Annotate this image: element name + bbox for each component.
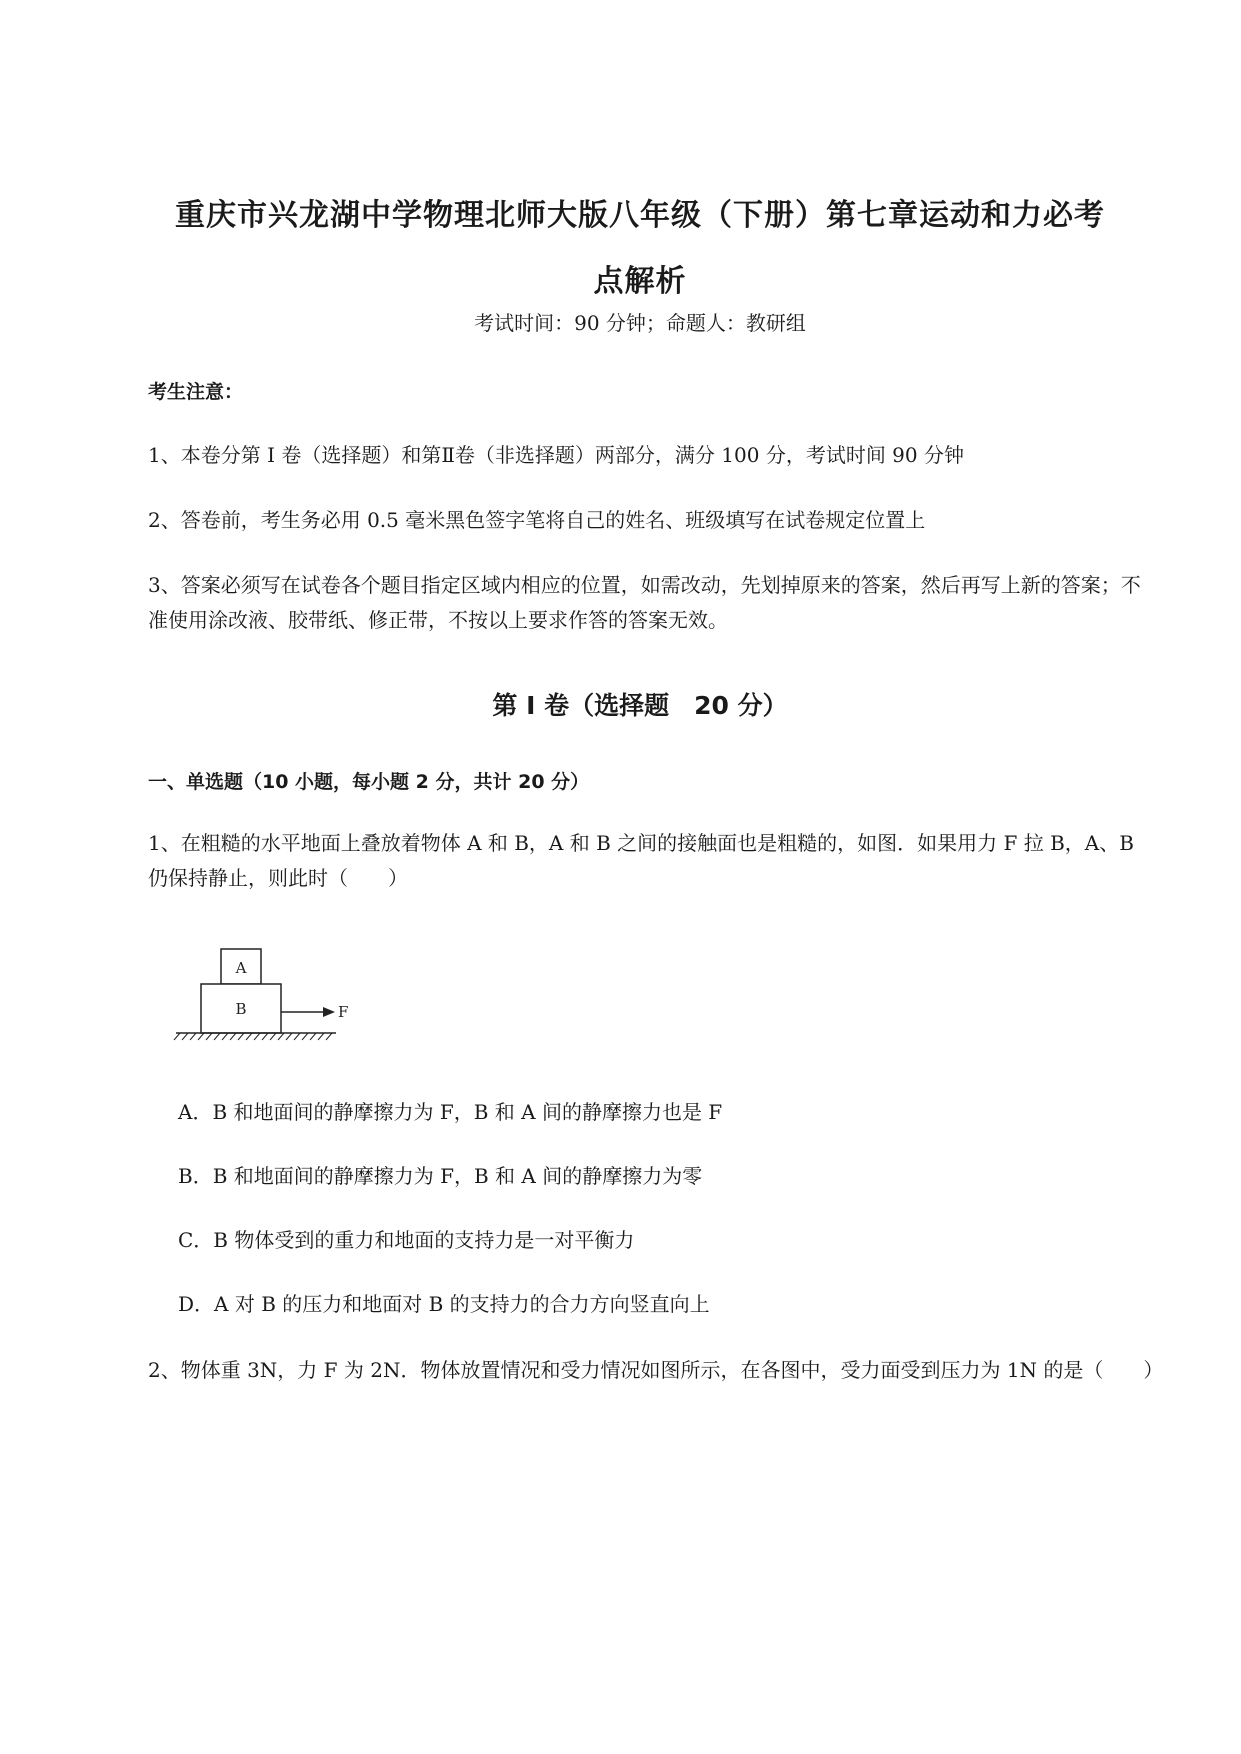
part-heading: 一、单选题（10 小题，每小题 2 分，共计 20 分） bbox=[148, 771, 590, 793]
question-1-option-c: C．B 物体受到的重力和地面的支持力是一对平衡力 bbox=[178, 1228, 635, 1252]
question-1-option-d: D．A 对 B 的压力和地面对 B 的支持力的合力方向竖直向上 bbox=[178, 1292, 710, 1316]
notice-item-1: 1、本卷分第 I 卷（选择题）和第Ⅱ卷（非选择题）两部分，满分 100 分，考试时间 90 分钟 bbox=[148, 443, 964, 467]
notice-item-2: 2、答卷前，考生务必用 0.5 毫米黑色签字笔将自己的姓名、班级填写在试卷规定位置上 bbox=[148, 508, 926, 532]
section-title: 第 I 卷（选择题 20 分） bbox=[492, 691, 788, 720]
question-1-figure bbox=[170, 945, 370, 1055]
notice-heading: 考生注意： bbox=[148, 381, 244, 403]
block-b-label: B bbox=[235, 1000, 247, 1018]
question-1-option-b: B．B 和地面间的静摩擦力为 F，B 和 A 间的静摩擦力为零 bbox=[178, 1164, 703, 1188]
force-arrow-head bbox=[323, 1007, 335, 1017]
question-2-stem: 2、物体重 3N，力 F 为 2N．物体放置情况和受力情况如图所示，在各图中，受力面受到压力为 1N 的是（ ） bbox=[148, 1358, 1164, 1382]
force-label: F bbox=[338, 1003, 349, 1021]
ground-hatching bbox=[174, 1033, 332, 1040]
exam-title bbox=[140, 183, 1140, 315]
exam-title-line-1: 重庆市兴龙湖中学物理北师大版八年级（下册）第七章运动和力必考 bbox=[175, 198, 1105, 233]
question-1-option-a: A．B 和地面间的静摩擦力为 F，B 和 A 间的静摩擦力也是 F bbox=[178, 1100, 723, 1124]
block-a-label: A bbox=[235, 959, 247, 977]
notice-item-3: 3、答案必须写在试卷各个题目指定区域内相应的位置，如需改动，先划掉原来的答案，然后再写上新的答案；不准使用涂改液、胶带纸、修正带，不按以上要求作答的答案无效。 bbox=[148, 573, 1141, 632]
exam-subtitle: 考试时间：90 分钟；命题人：教研组 bbox=[474, 311, 806, 335]
question-1-stem: 1、在粗糙的水平地面上叠放着物体 A 和 B，A 和 B 之间的接触面也是粗糙的，如图．如果用力 F 拉 B，A、B 仍保持静止，则此时（ ） bbox=[148, 831, 1134, 890]
exam-title-line-2: 点解析 bbox=[593, 264, 687, 299]
